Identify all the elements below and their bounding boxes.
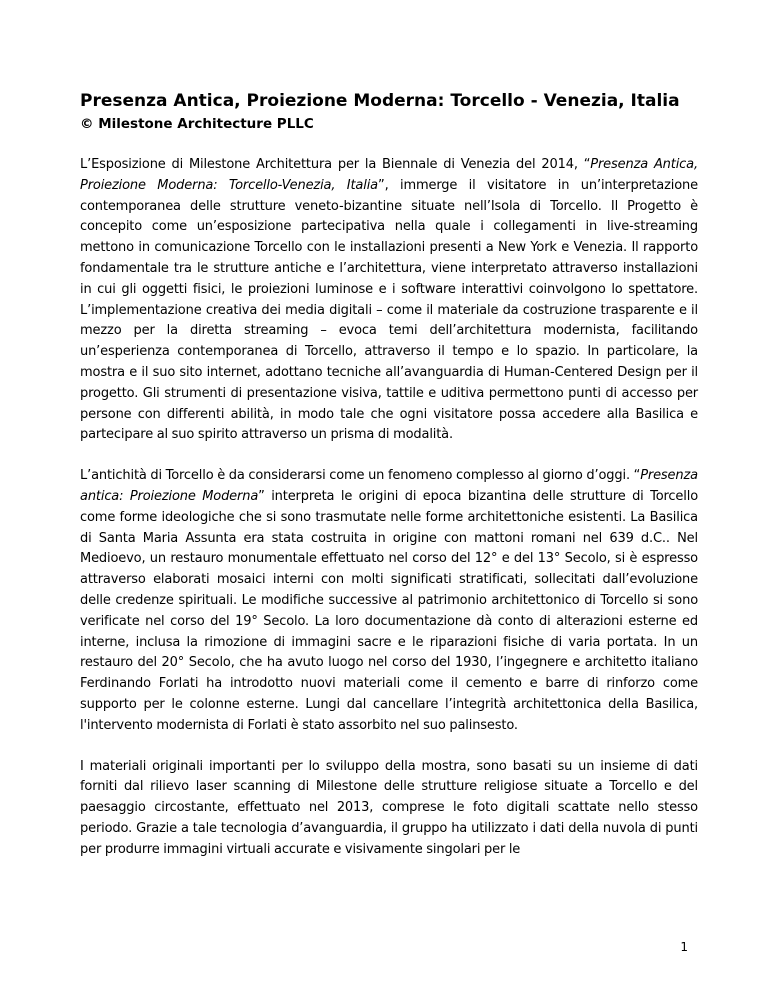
paragraph-text: ” interpreta le origini di epoca bizantina delle strutture di Torcello come forme ideologiche che si sono trasmutate nelle forme architettoniche esistenti. La Basilica di Santa Maria Assunta era stata costruita in origine con mattoni romani nel 639 d.C.. Nel Medioevo, un restauro monumentale effettuato nel corso del 12° e del 13° Secolo, si è espresso attraverso elaborati mosaici interni con molti significati stratificati, sollecitati dall’evoluzione delle credenze spirituali. Le modifiche successive al patrimonio architettonico di Torcello si sono verificate nel corso del 19° Secolo. La loro documentazione dà conto di alterazioni esterne ed interne, inclusa la rimozione di immagini sacre e le riparazioni fisiche di varia portata. In un restauro del 20° Secolo, che ha avuto luogo nel corso del 1930, l’ingegnere e architetto italiano Ferdinando Forlati ha introdotto nuovi materiali come il cemento e barre di rinforzo come supporto per le colonne esterne. Lungi dal cancellare l’integrità architettonica della Basilica, l'intervento modernista di Forlati è stato assorbito nel suo palinsesto.	[80, 488, 698, 733]
paragraph-1	[80, 155, 698, 446]
paragraph-text: L’antichità di Torcello è da considerarsi come un fenomeno complesso al giorno d’oggi. “	[80, 468, 641, 484]
document-title: Presenza Antica, Proiezione Moderna: Torcello - Venezia, Italia	[80, 91, 680, 111]
page-number: 1	[680, 940, 688, 954]
exhibition-title-italic: Presenza antica: Proiezione Moderna	[80, 468, 698, 504]
paragraph-3	[80, 757, 698, 861]
paragraph-text: I materiali originali importanti per lo sviluppo della mostra, sono basati su un insieme di dati forniti dal rilievo laser scanning di Milestone delle strutture religiose situate a Torcello e del paesaggio circostante, effettuato nel 2013, comprese le foto digitali scattate nello stesso periodo. Grazie a tale tecnologia d’avanguardia, il gruppo ha utilizzato i dati della nuvola di punti per produrre immagini virtuali accurate e visivamente singolari per le	[80, 758, 698, 857]
copyright-line: © Milestone Architecture PLLC	[80, 116, 314, 132]
paragraph-text: ”, immerge il visitatore in un’interpretazione contemporanea delle strutture veneto-bizantine situate nell’Isola di Torcello. Il Progetto è concepito come un’esposizione partecipativa nella quale i collegamenti in live-streaming mettono in comunicazione Torcello con le installazioni presenti a New York e Venezia. Il rapporto fondamentale tra le strutture antiche e l’architettura, viene interpretato attraverso installazioni in cui gli oggetti fisici, le proiezioni luminose e i software interattivi coinvolgono lo spettatore. L’implementazione creativa dei media digitali – come il materiale da costruzione trasparente e il mezzo per la diretta streaming – evoca temi dell’architettura modernista, facilitando un’esperienza contemporanea di Torcello, attraverso il tempo e lo spazio. In particolare, la mostra e il suo sito internet, adottano tecniche all’avanguardia di Human-Centered Design per il progetto. Gli strumenti di presentazione visiva, tattile e uditiva permettono punti di accesso per persone con differenti abilità, in modo tale che ogni visitatore possa accedere alla Basilica e partecipare al suo spirito attraverso un prisma di modalità.	[80, 177, 698, 443]
document-page	[80, 90, 698, 861]
paragraph-text: L’Esposizione di Milestone Architettura per la Biennale di Venezia del 2014, “	[80, 157, 591, 172]
exhibition-title-italic: Presenza Antica, Proiezione Moderna: Torcello-Venezia, Italia	[80, 157, 698, 193]
paragraph-2	[80, 466, 698, 736]
